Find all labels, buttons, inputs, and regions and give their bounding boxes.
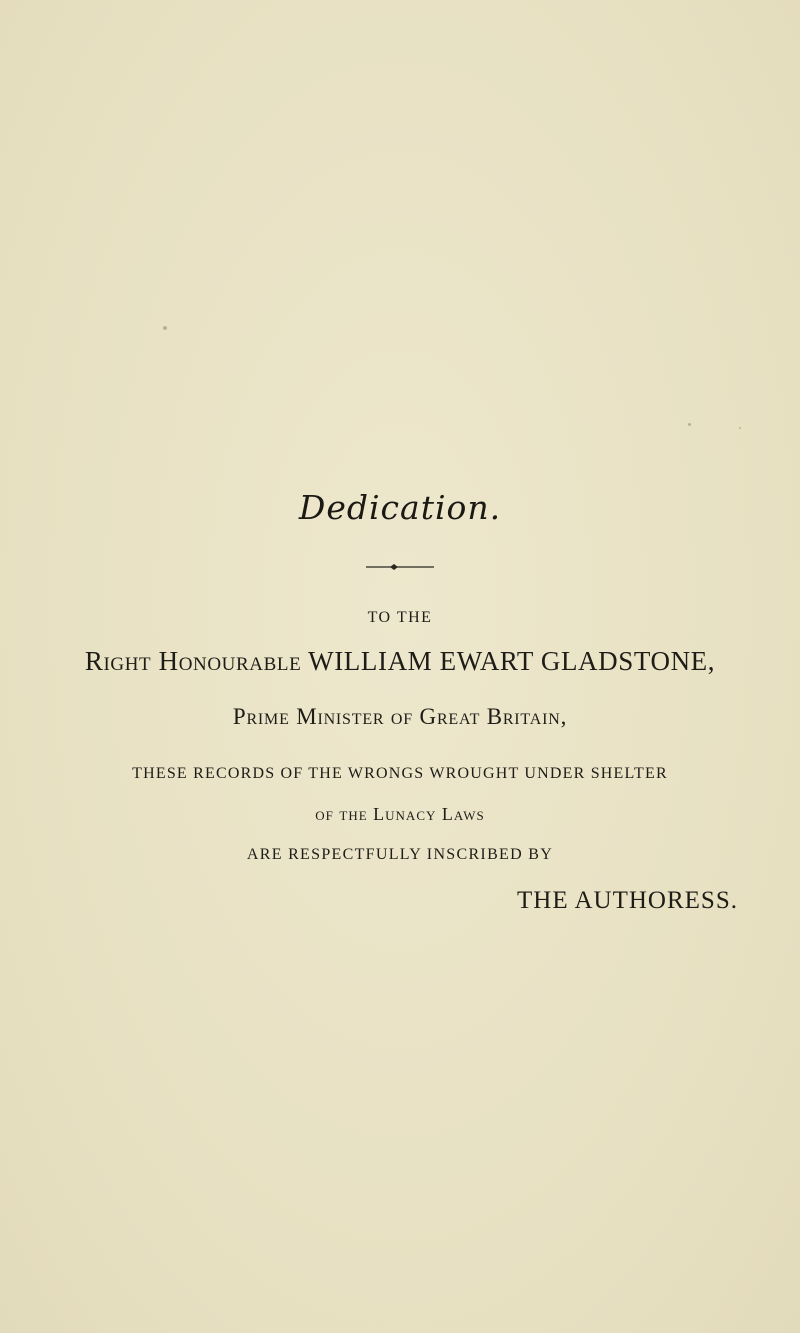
records-line: THESE RECORDS OF THE WRONGS WROUGHT UNDER SHELTER [132, 765, 668, 782]
recipient-name: Right Honourable WILLIAM EWART GLADSTONE, [84, 646, 716, 676]
paper-speck [163, 326, 167, 330]
lunacy-laws-line: of the Lunacy Laws [315, 804, 485, 824]
paper-speck [688, 423, 691, 426]
recipient-office: Prime Minister of Great Britain, [232, 704, 568, 729]
signature: THE AUTHORESS. [517, 887, 738, 914]
divider-ornament [366, 562, 434, 572]
to-the-line: TO THE [367, 609, 433, 626]
dedication-heading: Dedication. [298, 488, 502, 527]
inscribed-line: ARE RESPECTFULLY INSCRIBED BY [246, 846, 554, 863]
paper-speck [739, 427, 741, 429]
